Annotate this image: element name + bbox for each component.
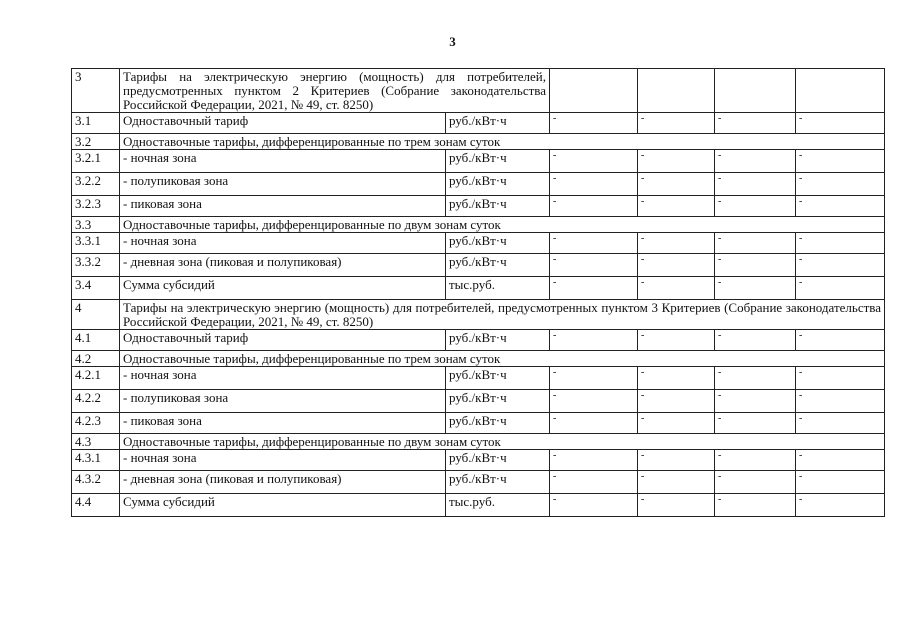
value-cell: - [796, 330, 885, 351]
row-text: Одноставочный тариф [120, 113, 446, 134]
row-unit: тыс.руб. [446, 494, 550, 517]
row-number: 4.1 [72, 330, 120, 351]
value-cell: - [715, 113, 796, 134]
value-cell: - [715, 450, 796, 471]
value-cell: - [715, 173, 796, 196]
value-cell: - [715, 233, 796, 254]
value-cell: - [796, 196, 885, 217]
value-cell: - [796, 150, 885, 173]
value-cell: - [550, 390, 638, 413]
row-unit: руб./кВт·ч [446, 390, 550, 413]
value-cell: - [638, 254, 715, 277]
value-cell: - [638, 330, 715, 351]
value-cell: - [638, 471, 715, 494]
row-number: 3.3.2 [72, 254, 120, 277]
table-row [72, 173, 885, 196]
row-number: 3.2.1 [72, 150, 120, 173]
table-row [72, 196, 885, 217]
row-number: 3.2 [72, 134, 120, 150]
value-cell: - [550, 233, 638, 254]
value-cell: - [715, 277, 796, 300]
row-number: 3.2.3 [72, 196, 120, 217]
value-cell: - [796, 277, 885, 300]
row-text: Тарифы на электрическую энергию (мощность) для потребителей, предусмотренных пунктом 2 Критериев (Собрание законодательства Российской Федерации, 2021, № 49, ст. 8250) [120, 69, 550, 113]
value-cell: - [796, 390, 885, 413]
row-text: - дневная зона (пиковая и полупиковая) [120, 254, 446, 277]
row-text: - дневная зона (пиковая и полупиковая) [120, 471, 446, 494]
value-cell: - [715, 196, 796, 217]
value-cell: - [638, 450, 715, 471]
table-row [72, 330, 885, 351]
table-row [72, 254, 885, 277]
row-number: 3.2.2 [72, 173, 120, 196]
value-cell: - [796, 494, 885, 517]
row-number: 4.4 [72, 494, 120, 517]
value-cell: - [638, 113, 715, 134]
table-row [72, 413, 885, 434]
row-text: - ночная зона [120, 450, 446, 471]
row-unit: руб./кВт·ч [446, 113, 550, 134]
row-number: 4.2 [72, 351, 120, 367]
value-cell: - [550, 471, 638, 494]
value-cell: - [638, 150, 715, 173]
value-cell: - [796, 413, 885, 434]
value-cell: - [715, 494, 796, 517]
value-cell: - [550, 330, 638, 351]
value-cell: - [796, 254, 885, 277]
table-row [72, 471, 885, 494]
tariff-table [71, 68, 885, 517]
value-cell: - [796, 450, 885, 471]
row-unit: тыс.руб. [446, 277, 550, 300]
row-text: - ночная зона [120, 150, 446, 173]
value-cell: - [715, 330, 796, 351]
row-number: 3.3.1 [72, 233, 120, 254]
table-row [72, 150, 885, 173]
value-cell: - [550, 277, 638, 300]
value-cell: - [796, 233, 885, 254]
row-text: Одноставочные тарифы, дифференцированные по трем зонам суток [120, 351, 885, 367]
table-row [72, 390, 885, 413]
value-cell: - [796, 471, 885, 494]
table-row [72, 300, 885, 330]
table-row [72, 434, 885, 450]
table-row [72, 277, 885, 300]
value-cell: - [796, 173, 885, 196]
value-cell: - [550, 173, 638, 196]
row-text: - ночная зона [120, 367, 446, 390]
table-row [72, 233, 885, 254]
table-row [72, 134, 885, 150]
value-cell: - [715, 367, 796, 390]
table-row [72, 351, 885, 367]
row-unit: руб./кВт·ч [446, 233, 550, 254]
value-cell: - [638, 390, 715, 413]
row-text: Одноставочные тарифы, дифференцированные по трем зонам суток [120, 134, 885, 150]
row-unit: руб./кВт·ч [446, 196, 550, 217]
value-cell: - [715, 254, 796, 277]
value-cell: - [796, 113, 885, 134]
value-cell: - [715, 150, 796, 173]
row-number: 4.3 [72, 434, 120, 450]
row-unit: руб./кВт·ч [446, 173, 550, 196]
row-text: - ночная зона [120, 233, 446, 254]
row-text: Одноставочные тарифы, дифференцированные по двум зонам суток [120, 217, 885, 233]
table-row [72, 69, 885, 113]
row-number: 4.3.2 [72, 471, 120, 494]
row-number: 4.2.2 [72, 390, 120, 413]
row-text: Одноставочные тарифы, дифференцированные по двум зонам суток [120, 434, 885, 450]
table-row [72, 217, 885, 233]
table-row [72, 113, 885, 134]
row-number: 4.3.1 [72, 450, 120, 471]
row-text: Тарифы на электрическую энергию (мощность) для потребителей, предусмотренных пунктом 3 Критериев (Собрание законодательства Российской Федерации, 2021, № 49, ст. 8250) [120, 300, 885, 330]
row-number: 3.1 [72, 113, 120, 134]
table-row [72, 450, 885, 471]
row-text: Одноставочный тариф [120, 330, 446, 351]
row-unit: руб./кВт·ч [446, 413, 550, 434]
row-unit: руб./кВт·ч [446, 330, 550, 351]
value-cell: - [550, 413, 638, 434]
row-number: 4.2.1 [72, 367, 120, 390]
row-unit: руб./кВт·ч [446, 450, 550, 471]
value-cell: - [638, 196, 715, 217]
value-cell: - [550, 113, 638, 134]
value-cell: - [638, 233, 715, 254]
value-cell: - [638, 277, 715, 300]
value-cell: - [638, 494, 715, 517]
row-text: - пиковая зона [120, 413, 446, 434]
row-number: 3 [72, 69, 120, 113]
row-text: - пиковая зона [120, 196, 446, 217]
row-unit: руб./кВт·ч [446, 254, 550, 277]
value-cell: - [550, 494, 638, 517]
value-cell: - [796, 367, 885, 390]
row-text: Сумма субсидий [120, 494, 446, 517]
value-cell: - [638, 413, 715, 434]
table-row [72, 367, 885, 390]
row-unit: руб./кВт·ч [446, 367, 550, 390]
value-cell: - [550, 367, 638, 390]
value-cell: - [715, 390, 796, 413]
value-cell: - [715, 413, 796, 434]
row-number: 3.4 [72, 277, 120, 300]
page-number: 3 [449, 34, 456, 49]
value-cell: - [715, 471, 796, 494]
value-cell: - [550, 450, 638, 471]
row-text: - полупиковая зона [120, 390, 446, 413]
row-text: Сумма субсидий [120, 277, 446, 300]
value-cell: - [638, 367, 715, 390]
row-number: 3.3 [72, 217, 120, 233]
value-cell: - [550, 254, 638, 277]
table-row [72, 494, 885, 517]
row-unit: руб./кВт·ч [446, 471, 550, 494]
row-unit: руб./кВт·ч [446, 150, 550, 173]
value-cell: - [550, 196, 638, 217]
value-cell: - [638, 173, 715, 196]
row-text: - полупиковая зона [120, 173, 446, 196]
row-number: 4.2.3 [72, 413, 120, 434]
row-number: 4 [72, 300, 120, 330]
value-cell: - [550, 150, 638, 173]
